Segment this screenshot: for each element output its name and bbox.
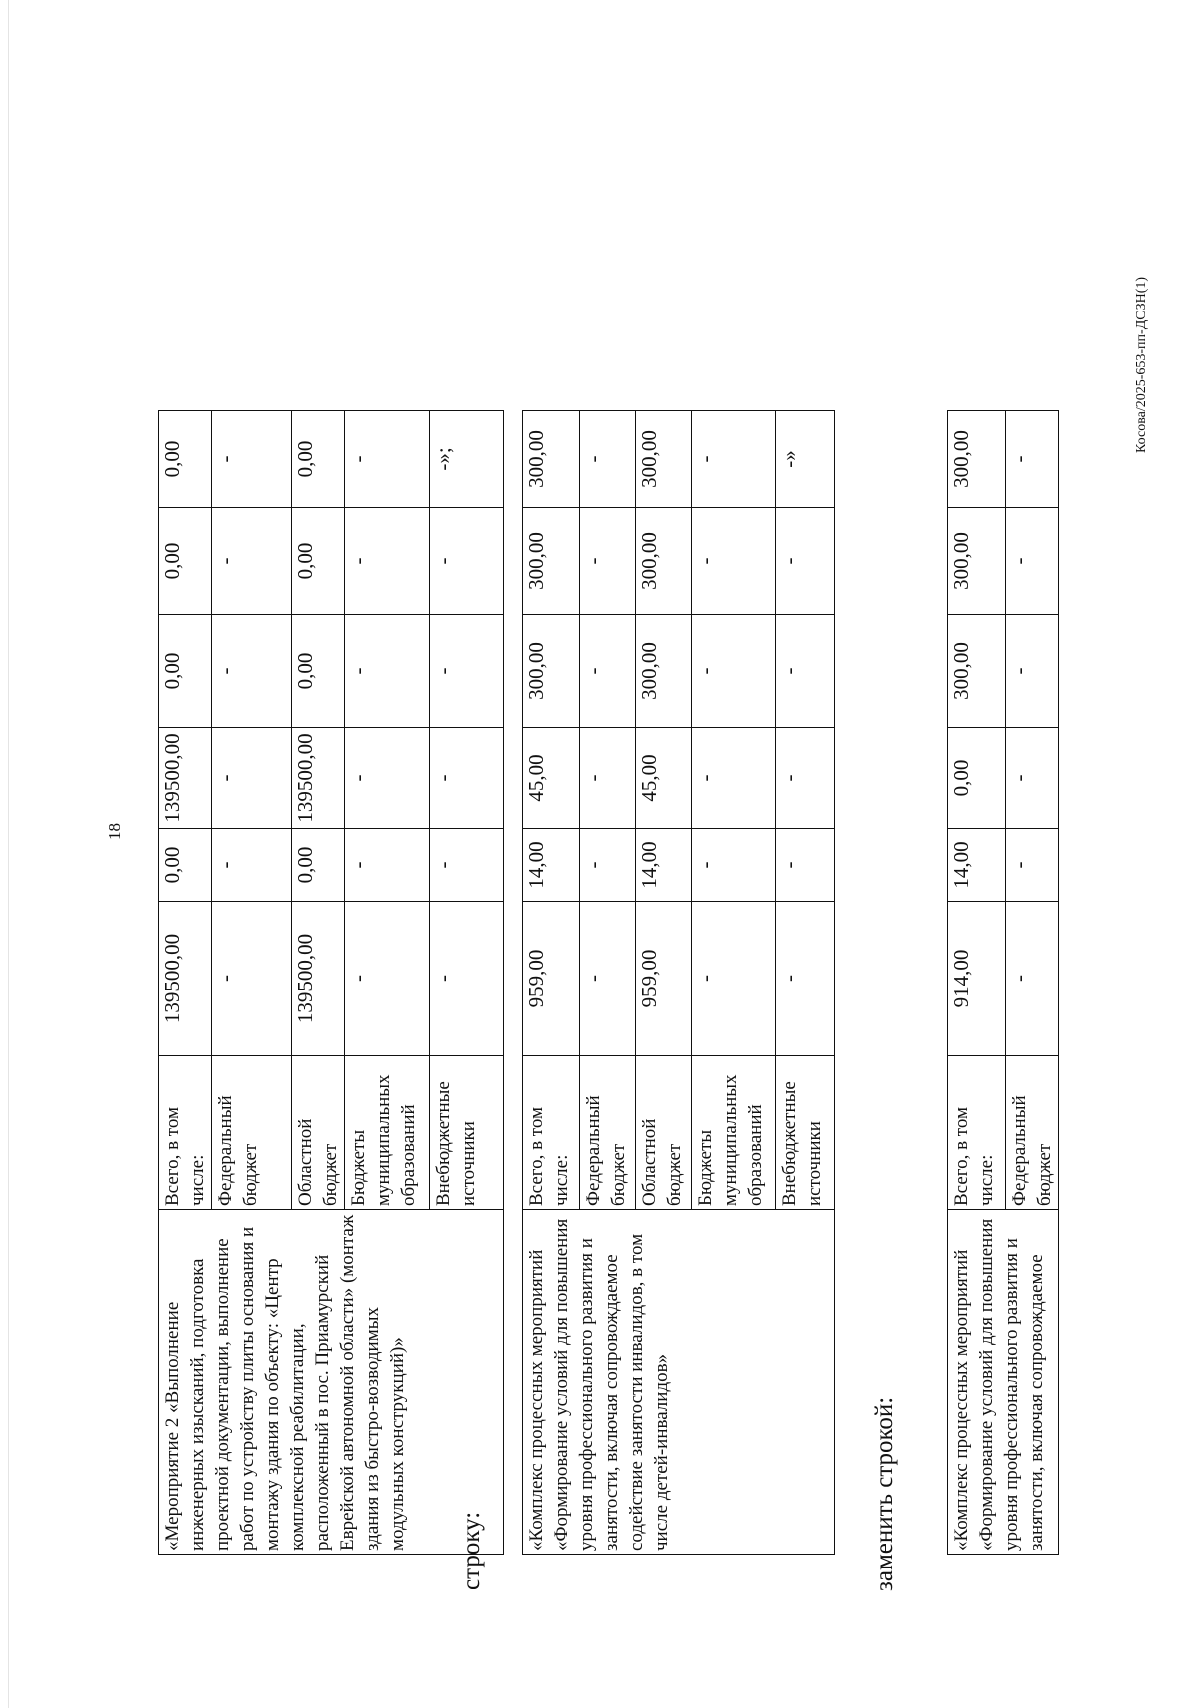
value-cell: - [212,902,292,1056]
document-code: Косова/2025-653-пп-ДСЗН(1) [1134,276,1149,453]
value-cell: - [1006,829,1059,902]
value-cell: - [776,829,835,902]
caption-replace-label: заменить строкой: [871,1396,898,1591]
value-cell: - [345,508,430,615]
value-cell: - [580,728,636,829]
value-cell: - [212,728,292,829]
value-cell: - [776,615,835,728]
value-cell: 300,00 [636,411,692,508]
funding-source: Внебюджетные источники [776,1056,835,1210]
value-cell: 959,00 [636,902,692,1056]
value-cell: 0,00 [292,411,345,508]
value-cell: 139500,00 [292,728,345,829]
value-cell: -»; [430,411,504,508]
value-cell: - [430,508,504,615]
funding-source: Бюджеты муниципальных образований [692,1056,776,1210]
value-cell: - [776,902,835,1056]
value-cell: - [692,902,776,1056]
funding-source: Федеральный бюджет [580,1056,636,1210]
value-cell: 300,00 [948,411,1006,508]
table-row [159,411,212,1555]
value-cell: - [430,615,504,728]
funding-source: Всего, в том числе: [523,1056,580,1210]
value-cell: 0,00 [159,615,212,728]
value-cell: - [776,508,835,615]
funding-source: Бюджеты муниципальных образований [345,1056,430,1210]
value-cell: - [1006,615,1059,728]
table-row [948,411,1006,1555]
value-cell: 0,00 [292,615,345,728]
funding-source: Областной бюджет [636,1056,692,1210]
value-cell: 139500,00 [159,902,212,1056]
value-cell: 0,00 [948,728,1006,829]
activity-description: «Мероприятие 2 «Выполнение инженерных изысканий, подготовка проектной документации, выполнение работ по устройству плиты основания и монтажу здания по объекту: «Центр комплексной реабилитации, расположенный в пос. Приамурский Еврейской автономной области» (монтаж здания из быстро-возводимых модульных конструкций)» [159,1210,504,1555]
activity-description: «Комплекс процессных мероприятий «Формирование условий для повышения уровня профессионального развития и занятости, включая сопровождаемое содействие занятости инвалидов, в том числе детей-инвалидов» [523,1210,835,1555]
value-cell: - [580,615,636,728]
value-cell: 0,00 [159,829,212,902]
value-cell: - [345,902,430,1056]
funding-source: Федеральный бюджет [212,1056,292,1210]
value-cell: 959,00 [523,902,580,1056]
activity-description: «Комплекс процессных мероприятий «Формирование условий для повышения уровня профессионального развития и занятости, включая сопровождаемое [948,1210,1059,1555]
page-number: 18 [105,823,124,840]
value-cell: 300,00 [523,508,580,615]
value-cell: - [430,902,504,1056]
value-cell: 45,00 [523,728,580,829]
value-cell: 300,00 [948,615,1006,728]
value-cell: - [345,829,430,902]
value-cell: - [345,411,430,508]
table-process-measures-new [947,410,1059,1555]
value-cell: -» [776,411,835,508]
value-cell: - [430,728,504,829]
value-cell: - [212,508,292,615]
value-cell: 300,00 [523,615,580,728]
value-cell: 45,00 [636,728,692,829]
table-activity-2 [158,410,504,1555]
value-cell: - [1006,411,1059,508]
value-cell: 14,00 [636,829,692,902]
value-cell: - [692,411,776,508]
funding-source: Внебюджетные источники [430,1056,504,1210]
value-cell: - [692,615,776,728]
value-cell: - [1006,508,1059,615]
value-cell: 300,00 [523,411,580,508]
value-cell: 0,00 [159,508,212,615]
table-row [523,411,580,1555]
value-cell: 0,00 [292,829,345,902]
value-cell: - [345,728,430,829]
value-cell: - [692,508,776,615]
value-cell: 300,00 [636,508,692,615]
value-cell: 914,00 [948,902,1006,1056]
funding-source: Областной бюджет [292,1056,345,1210]
caption-row-label: строку: [458,1511,485,1590]
value-cell: 300,00 [948,508,1006,615]
value-cell: - [430,829,504,902]
value-cell: - [580,902,636,1056]
value-cell: 300,00 [636,615,692,728]
value-cell: - [212,615,292,728]
value-cell: - [580,829,636,902]
value-cell: - [1006,728,1059,829]
value-cell: - [345,615,430,728]
value-cell: - [1006,902,1059,1056]
value-cell: - [692,829,776,902]
table-process-measures-old [522,410,835,1555]
value-cell: - [776,728,835,829]
value-cell: 139500,00 [292,902,345,1056]
value-cell: - [212,411,292,508]
value-cell: 14,00 [523,829,580,902]
value-cell: - [212,829,292,902]
value-cell: - [580,411,636,508]
funding-source: Федеральный бюджет [1006,1056,1059,1210]
value-cell: - [692,728,776,829]
value-cell: 0,00 [292,508,345,615]
funding-source: Всего, в том числе: [948,1056,1006,1210]
value-cell: 139500,00 [159,728,212,829]
value-cell: - [580,508,636,615]
value-cell: 14,00 [948,829,1006,902]
value-cell: 0,00 [159,411,212,508]
funding-source: Всего, в том числе: [159,1056,212,1210]
